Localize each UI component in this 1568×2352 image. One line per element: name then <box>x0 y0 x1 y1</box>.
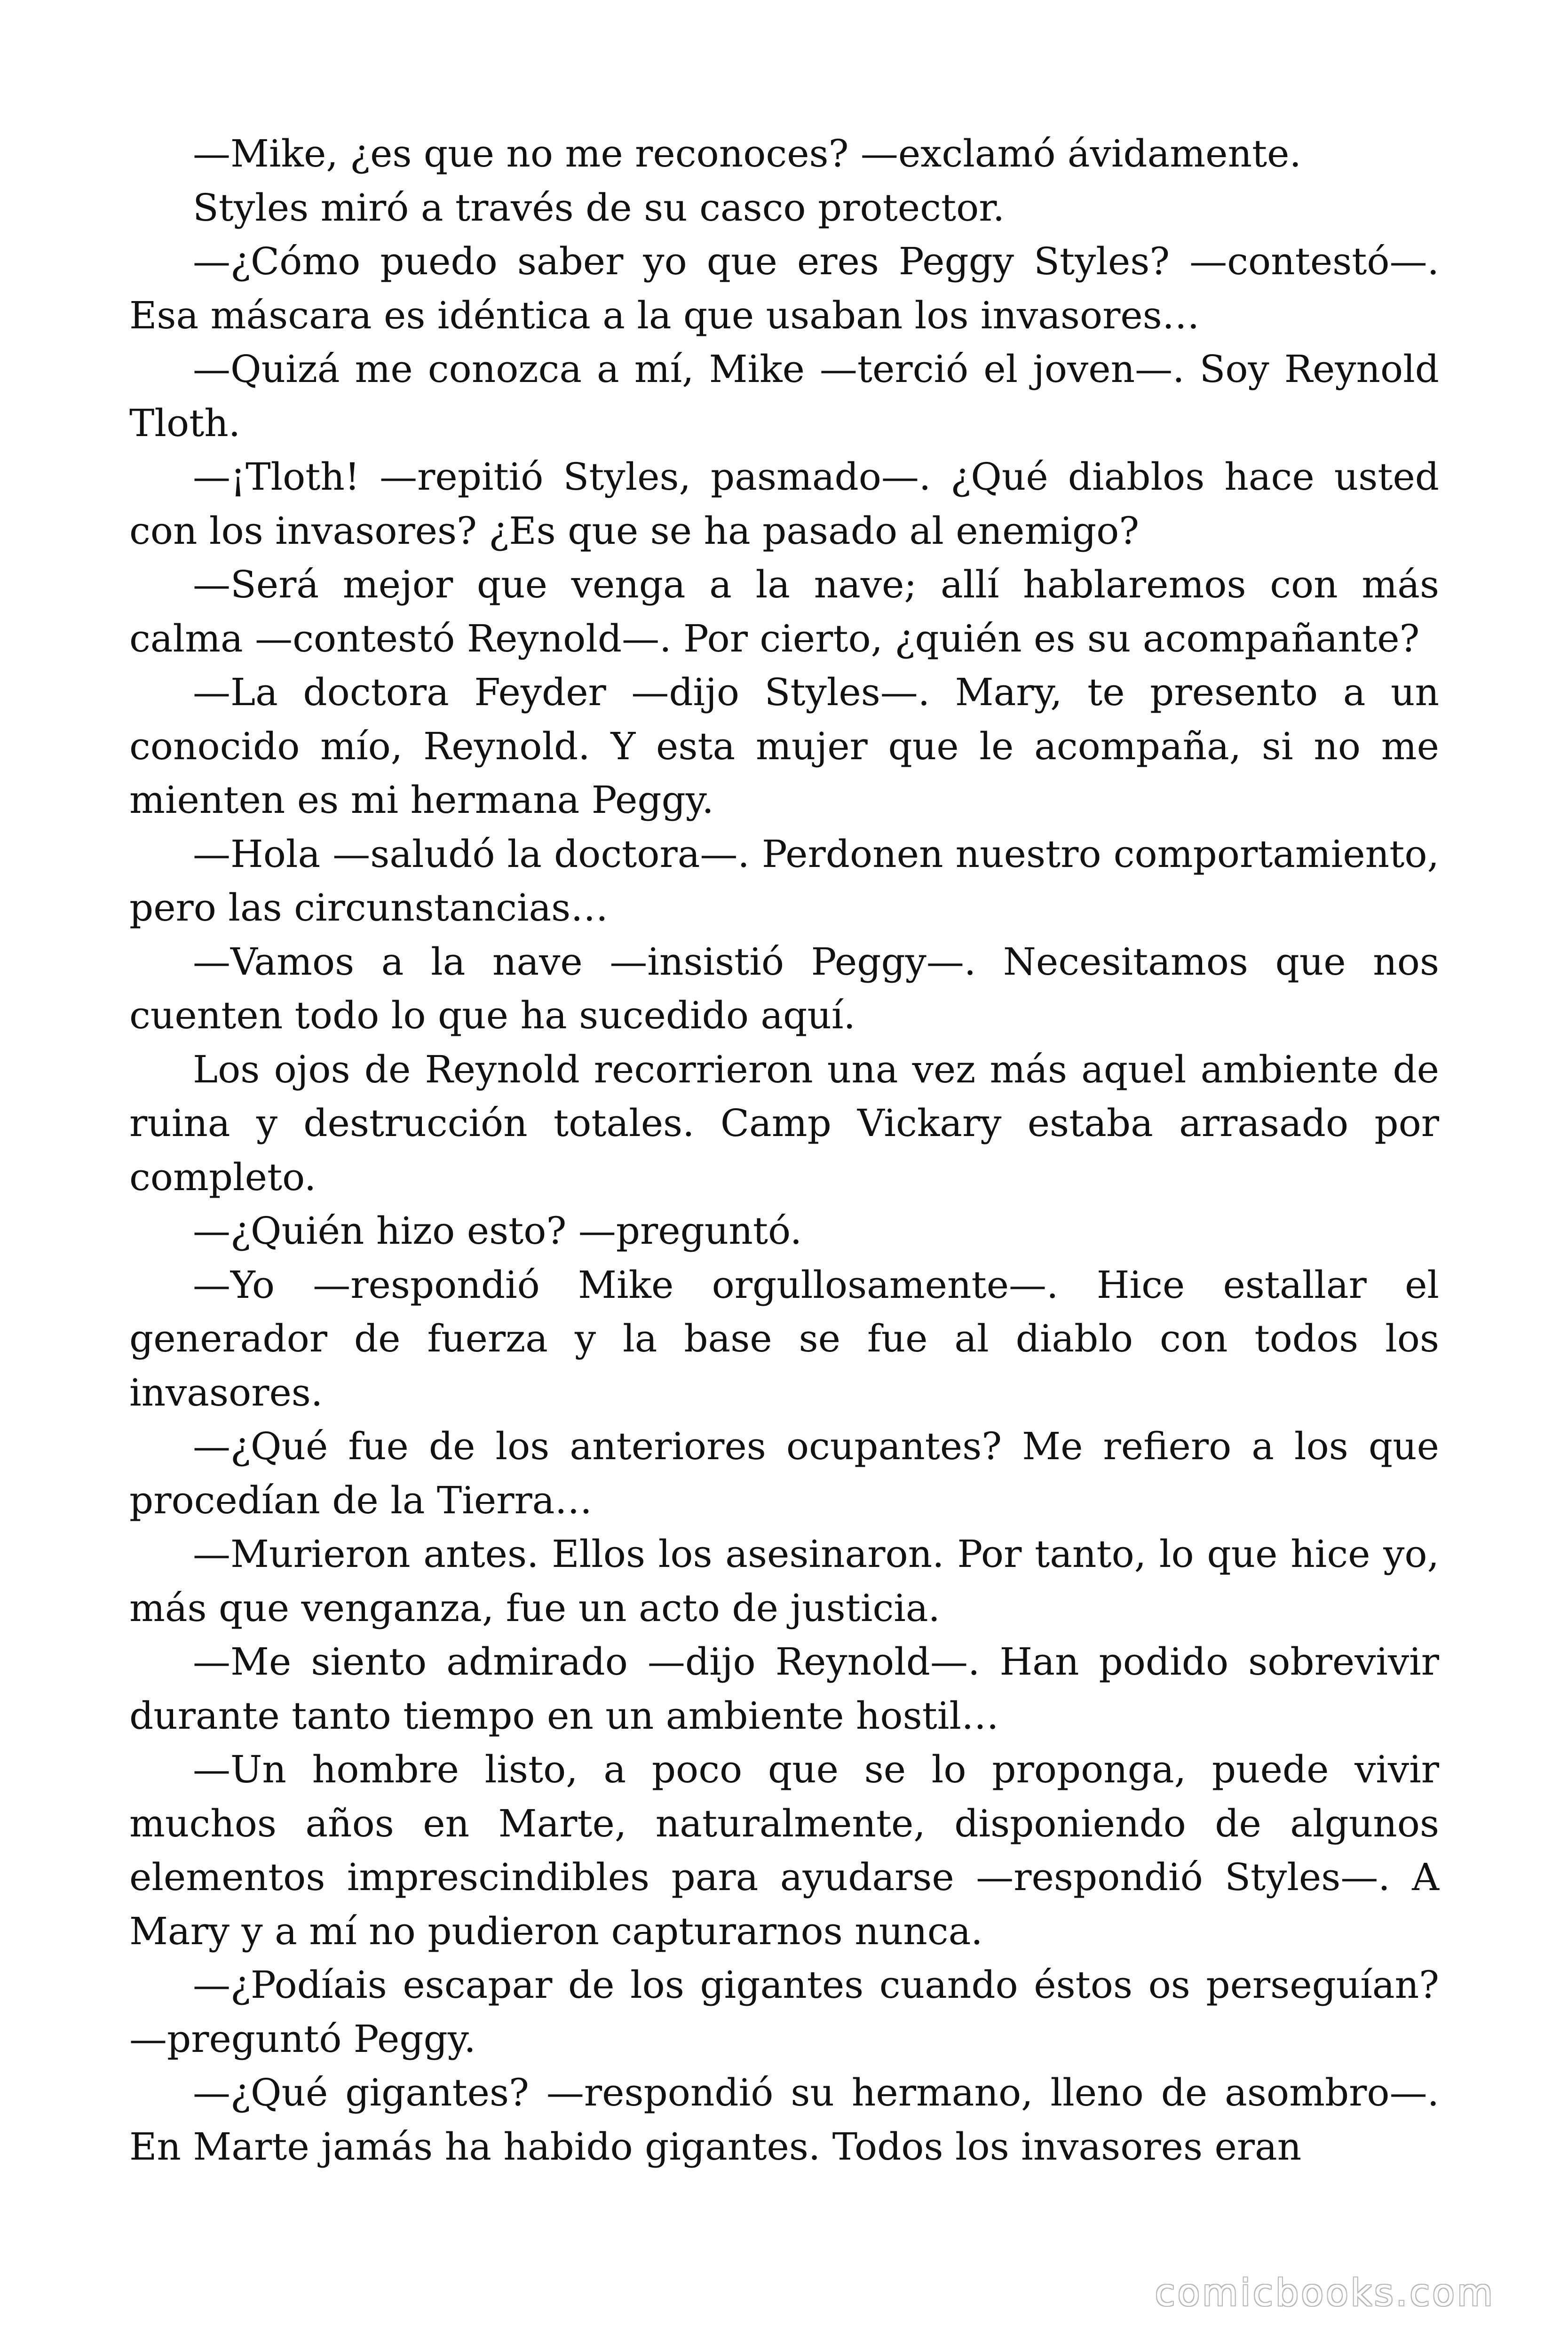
paragraph-5: —¡Tloth! —repitió Styles, pasmado—. ¿Qué diablos hace usted con los invasores? ¿Es que se ha pasado al enemigo? <box>129 455 1439 553</box>
paragraph-16: —Un hombre listo, a poco que se lo proponga, puede vivir muchos años en Marte, naturalmente, disponiendo de algunos elementos imprescindibles para ayudarse —respondió Styles—. A Mary y a mí no pudieron capturarnos nunca. <box>129 1748 1439 1953</box>
paragraph-12: —Yo —respondió Mike orgullosamente—. Hice estallar el generador de fuerza y la base se fue al diablo con todos los invasores. <box>129 1263 1439 1414</box>
paragraph-1: —Mike, ¿es que no me reconoces? —exclamó ávidamente. <box>193 132 1301 175</box>
paragraph-8: —Hola —saludó la doctora—. Perdonen nuestro comportamiento, pero las circunstancias… <box>129 832 1439 930</box>
paragraph-2: Styles miró a través de su casco protector. <box>193 185 1005 230</box>
paragraph-11: —¿Quién hizo esto? —preguntó. <box>193 1209 802 1253</box>
paragraph-15: —Me siento admirado —dijo Reynold—. Han podido sobrevivir durante tanto tiempo en un ambiente hostil… <box>129 1640 1439 1738</box>
paragraph-6: —Será mejor que venga a la nave; allí hablaremos con más calma —contestó Reynold—. Por cierto, ¿quién es su acompañante? <box>129 563 1439 660</box>
paragraph-17: —¿Podíais escapar de los gigantes cuando éstos os perseguían? —preguntó Peggy. <box>129 1963 1439 2061</box>
paragraph-14: —Murieron antes. Ellos los asesinaron. Por tanto, lo que hice yo, más que venganza, fue un acto de justicia. <box>129 1532 1439 1630</box>
paragraph-18: —¿Qué gigantes? —respondió su hermano, lleno de asombro—. En Marte jamás ha habido gigantes. Todos los invasores eran <box>129 2071 1439 2169</box>
paragraph-13: —¿Qué fue de los anteriores ocupantes? Me refiero a los que procedían de la Tierra… <box>129 1424 1439 1522</box>
page-text-body <box>129 127 1439 2174</box>
paragraph-3: —¿Cómo puedo saber yo que eres Peggy Styles? —contestó—. Esa máscara es idéntica a la que usaban los invasores… <box>129 239 1439 337</box>
paragraph-9: —Vamos a la nave —insistió Peggy—. Necesitamos que nos cuenten todo lo que ha sucedido aquí. <box>129 939 1439 1037</box>
paragraph-4: —Quizá me conozca a mí, Mike —terció el joven—. Soy Reynold Tloth. <box>129 347 1439 445</box>
watermark: comicbooks.com <box>1155 2272 1495 2314</box>
paragraph-7: —La doctora Feyder —dijo Styles—. Mary, te presento a un conocido mío, Reynold. Y esta mujer que le acompaña, si no me mienten es mi hermana Peggy. <box>129 670 1439 822</box>
paragraph-10: Los ojos de Reynold recorrieron una vez más aquel ambiente de ruina y destrucción totales. Camp Vickary estaba arrasado por completo. <box>129 1047 1439 1199</box>
